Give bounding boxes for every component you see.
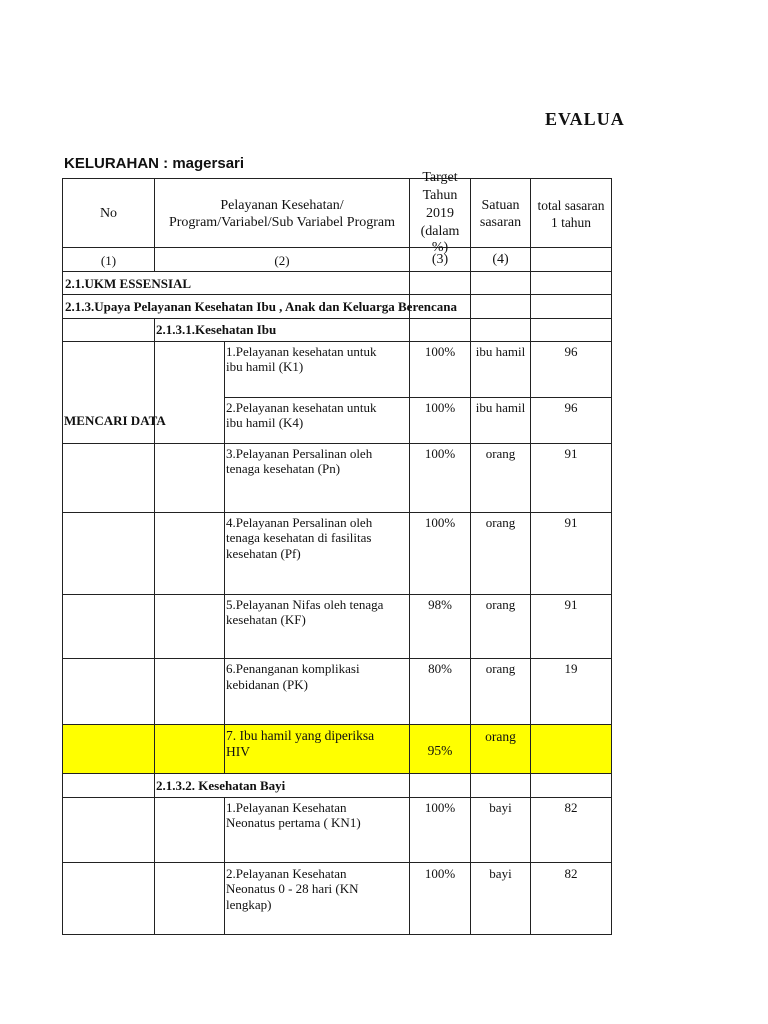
row-6-satuan: orang — [485, 661, 516, 676]
row-3-line1: 3.Pelayanan Persalinan oleh — [226, 446, 373, 461]
col-divider-satuan-left — [470, 178, 471, 934]
row-9-total: 82 — [564, 866, 578, 881]
row-2-line2: ibu hamil (K4) — [226, 415, 304, 430]
row-7-line2: HIV — [226, 744, 250, 759]
row-line — [62, 341, 612, 342]
row-line — [62, 512, 612, 513]
table-border-right — [611, 178, 612, 934]
row-3-line2: tenaga kesehatan (Pn) — [226, 461, 341, 476]
row-2-total: 96 — [564, 400, 578, 415]
header-pelayanan-line2: Program/Variabel/Sub Variabel Program — [168, 215, 396, 230]
side-label-mencari-data: MENCARI DATA — [64, 413, 166, 428]
header-target-line4: %) — [431, 240, 449, 255]
row-9-line2: Neonatus 0 - 28 hari (KN — [226, 881, 359, 896]
row-3-satuan: orang — [485, 446, 516, 461]
row-line — [62, 773, 612, 774]
row-line — [62, 294, 612, 295]
header-satuan-line2: sasaran — [479, 215, 522, 230]
row-line — [62, 658, 612, 659]
row-3-total: 91 — [564, 446, 578, 461]
row-1-target: 100% — [424, 344, 456, 359]
colnum-3: (3) — [431, 252, 449, 267]
row-5-satuan: orang — [485, 597, 516, 612]
row-4-line1: 4.Pelayanan Persalinan oleh — [226, 515, 373, 530]
row-6-line1: 6.Penanganan komplikasi — [226, 661, 360, 676]
row-1-total: 96 — [564, 344, 578, 359]
row-2-satuan: ibu hamil — [475, 400, 526, 415]
col-divider-no-body — [154, 318, 155, 934]
row-2-target: 100% — [424, 400, 456, 415]
row-2-line1: 2.Pelayanan kesehatan untuk — [226, 400, 377, 415]
row-4-line3: kesehatan (Pf) — [226, 546, 301, 561]
colnum-1: (1) — [100, 253, 117, 268]
header-no: No — [99, 206, 118, 221]
row-6-line2: kebidanan (PK) — [226, 677, 308, 692]
row-8-satuan: bayi — [489, 800, 512, 815]
row-line — [62, 178, 612, 179]
header-target-line2: 2019 — [426, 206, 454, 221]
row-line — [62, 594, 612, 595]
row-8-line2: Neonatus pertama ( KN1) — [226, 815, 361, 830]
row-6-target: 80% — [428, 661, 452, 676]
row-4-satuan: orang — [485, 515, 516, 530]
row-4-total: 91 — [564, 515, 578, 530]
section-upaya-pelayanan: 2.1.3.Upaya Pelayanan Kesehatan Ibu , Anak dan Keluarga Berencana — [65, 299, 457, 314]
header-pelayanan-line1: Pelayanan Kesehatan/ — [220, 198, 344, 213]
row-1-line1: 1.Pelayanan kesehatan untuk — [226, 344, 377, 359]
row-7-line1: 7. Ibu hamil yang diperiksa — [226, 728, 375, 743]
section-kesehatan-ibu: 2.1.3.1.Kesehatan Ibu — [156, 322, 277, 337]
row-line — [62, 724, 612, 725]
col-divider-total-left — [530, 178, 531, 934]
section-ukm-essensial: 2.1.UKM ESSENSIAL — [65, 276, 192, 291]
section-kesehatan-bayi: 2.1.3.2. Kesehatan Bayi — [156, 778, 286, 793]
header-satuan-line1: Satuan — [481, 198, 520, 213]
row-4-target: 100% — [424, 515, 456, 530]
row-8-line1: 1.Pelayanan Kesehatan — [226, 800, 347, 815]
row-7-target: 95% — [427, 743, 453, 758]
row-line — [62, 247, 612, 248]
header-target-line3: (dalam — [420, 224, 460, 239]
col-divider-sub-bayi — [224, 797, 225, 934]
col-divider-target-left — [409, 178, 410, 934]
row-5-total: 91 — [564, 597, 578, 612]
row-1-line2: ibu hamil (K1) — [226, 359, 304, 374]
row-line — [62, 271, 612, 272]
document-title: EVALUA — [545, 109, 625, 129]
row-3-target: 100% — [424, 446, 456, 461]
row-9-line3: lengkap) — [226, 897, 272, 912]
row-4-line2: tenaga kesehatan di fasilitas — [226, 530, 372, 545]
row-5-line2: kesehatan (KF) — [226, 612, 306, 627]
colnum-2: (2) — [274, 253, 290, 268]
row-7-satuan: orang — [485, 729, 516, 744]
row-line — [62, 797, 612, 798]
row-line — [62, 934, 612, 935]
row-8-total: 82 — [564, 800, 578, 815]
row-5-target: 98% — [428, 597, 452, 612]
colnum-4: (4) — [492, 252, 509, 267]
header-target-line0: Target — [422, 170, 458, 185]
header-target-line1: Tahun — [422, 188, 458, 203]
kelurahan-label: KELURAHAN : magersari — [64, 155, 245, 172]
col-divider-sub-ibu — [224, 341, 225, 773]
row-line — [62, 443, 612, 444]
row-line — [62, 318, 612, 319]
row-6-total: 19 — [564, 661, 578, 676]
row-5-line1: 5.Pelayanan Nifas oleh tenaga — [226, 597, 384, 612]
row-line — [224, 397, 612, 398]
row-9-line1: 2.Pelayanan Kesehatan — [226, 866, 347, 881]
table-border-left — [62, 178, 63, 934]
header-total-line2: 1 tahun — [550, 215, 592, 230]
row-9-satuan: bayi — [489, 866, 512, 881]
row-8-target: 100% — [424, 800, 456, 815]
header-total-line1: total sasaran — [537, 198, 605, 213]
row-line — [62, 862, 612, 863]
row-9-target: 100% — [424, 866, 456, 881]
row-1-satuan: ibu hamil — [475, 344, 526, 359]
